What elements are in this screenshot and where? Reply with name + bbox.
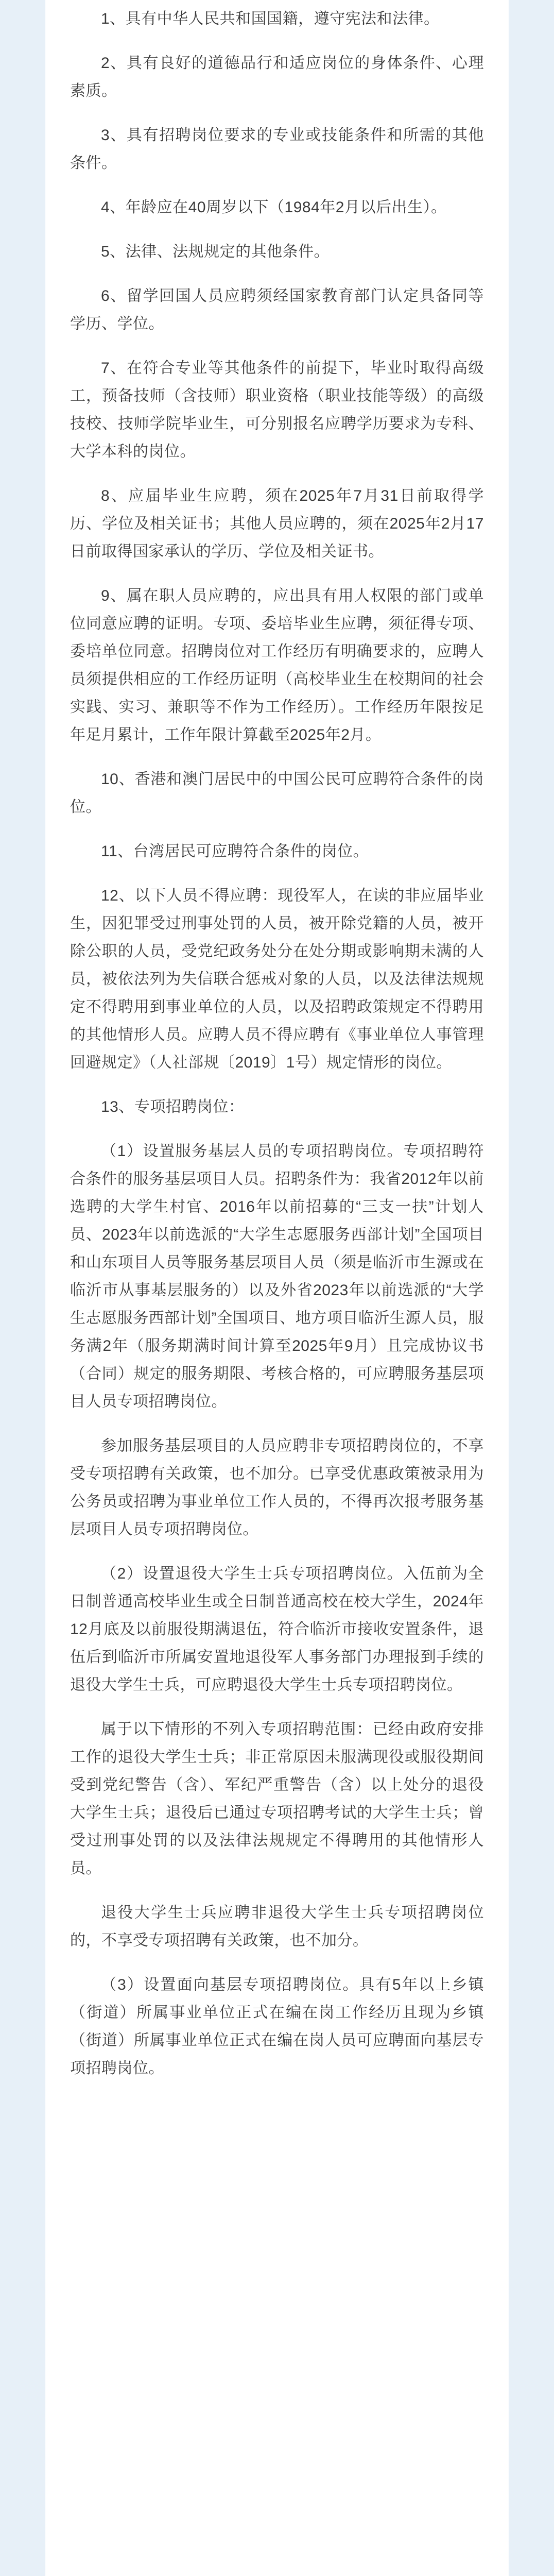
requirement-paragraph: 9、属在职人员应聘的，应出具有用人权限的部门或单位同意应聘的证明。专项、委培毕业生应聘，须征得专项、委培单位同意。招聘岗位对工作经历有明确要求的，应聘人员须提供相应的工作经历证明（高校毕业生在校期间的社会实践、实习、兼职等不作为工作经历）。工作经历年限按足年足月累计，工作年限计算截至2025年2月。 <box>70 587 484 743</box>
requirement-paragraph: 12、以下人员不得应聘：现役军人，在读的非应届毕业生，因犯罪受过刑事处罚的人员，被开除党籍的人员，被开除公职的人员，受党纪政务处分在处分期或影响期未满的人员，被依法列为失信联合惩戒对象的人员，以及法律法规规定不得聘用到事业单位的人员，以及招聘政策规定不得聘用的其他情形人员。应聘人员不得应聘有《事业单位人事管理回避规定》（人社部规〔2019〕1号）规定情形的岗位。 <box>70 887 484 1071</box>
requirement-paragraph: 11、台湾居民可应聘符合条件的岗位。 <box>101 843 369 860</box>
requirement-paragraph: 1、具有中华人民共和国国籍，遵守宪法和法律。 <box>101 10 440 27</box>
requirement-paragraph: 4、年龄应在40周岁以下（1984年2月以后出生）。 <box>101 199 447 216</box>
requirement-paragraph: 10、香港和澳门居民中的中国公民可应聘符合条件的岗位。 <box>70 771 484 816</box>
requirement-paragraph: 2、具有良好的道德品行和适应岗位的身体条件、心理素质。 <box>70 55 484 99</box>
article-card-requirements <box>45 0 509 2576</box>
requirement-paragraph: 退役大学生士兵应聘非退役大学生士兵专项招聘岗位的，不享受专项招聘有关政策，也不加分。 <box>70 1904 484 1949</box>
requirement-paragraph: 3、具有招聘岗位要求的专业或技能条件和所需的其他条件。 <box>70 127 484 172</box>
requirement-paragraph: 7、在符合专业等其他条件的前提下，毕业时取得高级工，预备技师（含技师）职业资格（职业技能等级）的高级技校、技师学院毕业生，可分别报名应聘学历要求为专科、大学本科的岗位。 <box>70 360 484 460</box>
requirement-paragraph: 5、法律、法规规定的其他条件。 <box>101 243 330 260</box>
requirement-paragraph: （1）设置服务基层人员的专项招聘岗位。专项招聘符合条件的服务基层项目人员。招聘条件为：我省2012年以前选聘的大学生村官、2016年以前招募的“三支一扶”计划人员、2023年以前选派的“大学生志愿服务西部计划”全国项目和山东项目人员等服务基层项目人员（须是临沂市生源或在临沂市从事基层服务的）以及外省2023年以前选派的“大学生志愿服务西部计划”全国项目、地方项目临沂生源人员，服务满2年（服务期满时间计算至2025年9月）且完成协议书（合同）规定的服务期限、考核合格的，可应聘服务基层项目人员专项招聘岗位。 <box>70 1143 484 1410</box>
requirement-paragraph: （3）设置面向基层专项招聘岗位。具有5年以上乡镇（街道）所属事业单位正式在编在岗工作经历且现为乡镇（街道）所属事业单位正式在编在岗人员可应聘面向基层专项招聘岗位。 <box>70 1976 484 2077</box>
requirement-paragraph: 6、留学回国人员应聘须经国家教育部门认定具备同等学历、学位。 <box>70 287 484 332</box>
requirement-paragraph: 参加服务基层项目的人员应聘非专项招聘岗位的，不享受专项招聘有关政策，也不加分。已享受优惠政策被录用为公务员或招聘为事业单位工作人员的，不得再次报考服务基层项目人员专项招聘岗位。 <box>70 1437 484 1538</box>
requirement-paragraph: 13、专项招聘岗位： <box>101 1098 245 1115</box>
requirement-paragraph: 属于以下情形的不列入专项招聘范围：已经由政府安排工作的退役大学生士兵；非正常原因未服满现役或服役期间受到党纪警告（含）、军纪严重警告（含）以上处分的退役大学生士兵；退役后已通过专项招聘考试的大学生士兵；曾受过刑事处罚的以及法律法规规定不得聘用的其他情形人员。 <box>70 1721 484 1877</box>
requirement-paragraph: （2）设置退役大学生士兵专项招聘岗位。入伍前为全日制普通高校毕业生或全日制普通高校在校大学生，2024年12月底及以前服役期满退伍，符合临沂市接收安置条件，退伍后到临沂市所属安置地退役军人事务部门办理报到手续的退役大学生士兵，可应聘退役大学生士兵专项招聘岗位。 <box>70 1565 484 1693</box>
requirement-paragraph: 8、应届毕业生应聘，须在2025年7月31日前取得学历、学位及相关证书；其他人员应聘的，须在2025年2月17日前取得国家承认的学历、学位及相关证书。 <box>70 487 484 560</box>
